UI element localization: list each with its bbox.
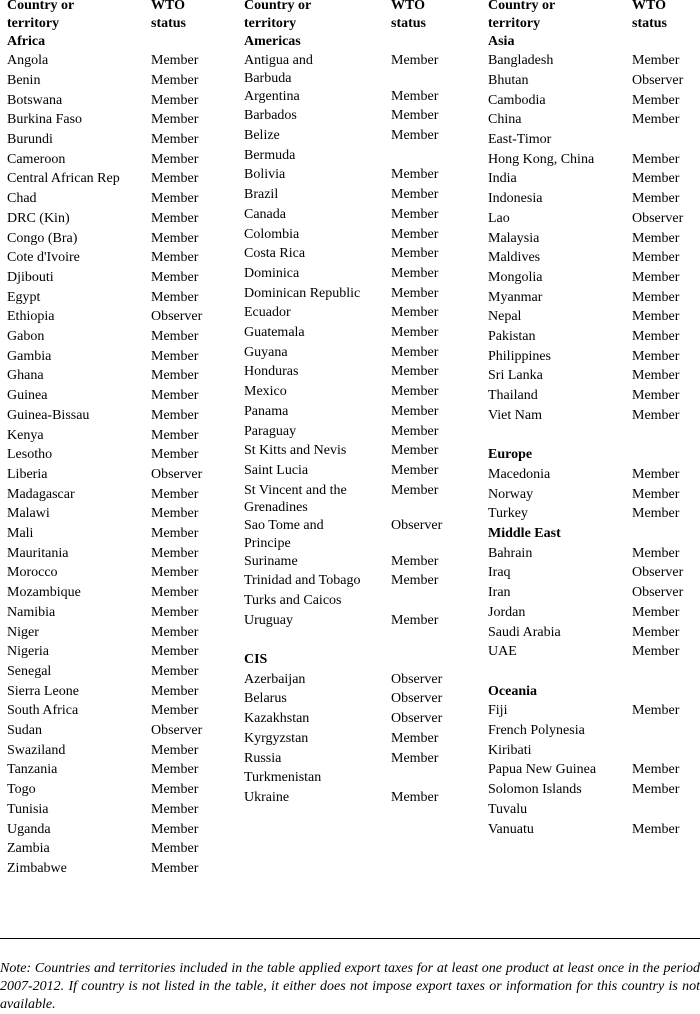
- column-header-country: Country or territory: [7, 0, 75, 31]
- country-name: Sierra Leone: [7, 683, 79, 699]
- wto-status: Member: [151, 841, 199, 857]
- country-name: Djibouti: [7, 269, 54, 285]
- wto-status: Member: [391, 462, 439, 478]
- country-name: Thailand: [488, 388, 538, 404]
- wto-status: Member: [391, 553, 439, 569]
- wto-status: Member: [391, 403, 439, 419]
- country-name: Lao: [488, 210, 510, 226]
- country-name: Zambia: [7, 841, 50, 857]
- wto-status: Member: [632, 171, 680, 187]
- wto-status: Observer: [632, 72, 684, 88]
- country-name: DRC (Kin): [7, 210, 70, 226]
- column-header-country: Country or territory: [488, 0, 556, 31]
- wto-status: Member: [632, 407, 680, 423]
- country-name: Kenya: [7, 427, 44, 443]
- country-name: Sri Lanka: [488, 368, 543, 384]
- wto-status: Member: [391, 108, 439, 124]
- country-name: Ghana: [7, 368, 44, 384]
- wto-status: Member: [151, 860, 199, 876]
- column-header-wto-status: WTO status: [391, 0, 427, 31]
- wto-status: Member: [391, 128, 439, 144]
- wto-status: Member: [391, 443, 439, 459]
- wto-status: Member: [391, 344, 439, 360]
- country-name: Barbados: [244, 108, 297, 124]
- country-name: Belize: [244, 128, 280, 144]
- wto-status: Member: [151, 112, 199, 128]
- country-name: St Vincent and the Grenadines: [244, 482, 347, 516]
- wto-status: Member: [391, 167, 439, 183]
- country-name: Colombia: [244, 226, 300, 242]
- wto-status: Observer: [391, 671, 443, 687]
- wto-status: Member: [391, 285, 439, 301]
- country-name: Sudan: [7, 723, 42, 738]
- wto-status: Member: [151, 250, 199, 266]
- wto-status: Member: [632, 624, 680, 640]
- country-name: Indonesia: [488, 191, 543, 207]
- wto-status: Member: [391, 384, 439, 400]
- wto-status: Member: [632, 348, 680, 364]
- country-name: Costa Rica: [244, 246, 306, 262]
- wto-status: Member: [391, 423, 439, 439]
- wto-status: Member: [632, 112, 680, 128]
- wto-status: Member: [151, 368, 199, 384]
- wto-status: Member: [632, 466, 680, 482]
- country-name: Paraguay: [244, 423, 297, 439]
- wto-status: Member: [391, 246, 439, 262]
- country-name: Fiji: [488, 703, 508, 719]
- country-name: Azerbaijan: [244, 671, 306, 687]
- wto-status: Member: [151, 427, 199, 443]
- country-name: Turkey: [488, 506, 528, 522]
- country-name: Dominica: [244, 265, 300, 281]
- country-name: Lesotho: [7, 447, 53, 463]
- wto-status: Member: [151, 329, 199, 344]
- country-name: Burundi: [7, 132, 53, 147]
- wto-status: Member: [632, 53, 680, 69]
- wto-status: Observer: [391, 711, 443, 727]
- wto-status: Member: [632, 703, 680, 719]
- country-name: Malawi: [7, 506, 50, 522]
- wto-status: Member: [391, 206, 439, 222]
- country-name: Mozambique: [7, 585, 81, 601]
- country-name: Togo: [7, 782, 36, 798]
- wto-status: Member: [632, 329, 680, 344]
- wto-status: Member: [151, 565, 199, 581]
- wto-status: Member: [632, 545, 680, 561]
- wto-status: Member: [151, 348, 199, 364]
- note-divider: [0, 938, 700, 939]
- column-header-country: Country or territory: [244, 0, 312, 31]
- wto-status: Member: [151, 151, 199, 167]
- wto-status: Member: [632, 644, 680, 660]
- wto-status: Member: [391, 305, 439, 321]
- country-name: Maldives: [488, 250, 541, 266]
- country-name: Saint Lucia: [244, 462, 309, 478]
- wto-status: Member: [151, 447, 199, 463]
- wto-status: Member: [151, 230, 199, 246]
- wto-status: Member: [632, 762, 680, 778]
- country-name: Panama: [244, 403, 289, 419]
- wto-status: Member: [391, 226, 439, 242]
- wto-status: Member: [151, 762, 199, 778]
- country-name: India: [488, 171, 517, 187]
- country-name: Jordan: [488, 604, 526, 620]
- region-title: Oceania: [488, 683, 537, 699]
- region-title: Africa: [7, 33, 46, 49]
- country-name: Honduras: [244, 364, 299, 380]
- country-name: Saudi Arabia: [488, 624, 561, 640]
- country-name: Vanuatu: [488, 821, 534, 837]
- country-name: Iran: [488, 585, 511, 601]
- wto-status: Member: [632, 92, 680, 108]
- wto-status: Member: [151, 486, 199, 502]
- wto-status: Member: [632, 821, 680, 837]
- country-name: Bangladesh: [488, 53, 554, 69]
- country-name: Guinea: [7, 388, 48, 404]
- country-name: Mauritania: [7, 545, 69, 561]
- column-header-wto-status: WTO status: [632, 0, 668, 31]
- country-name: Solomon Islands: [488, 782, 582, 798]
- column-header-wto-status: WTO status: [151, 0, 187, 31]
- wto-status: Member: [391, 364, 439, 380]
- country-name: Nepal: [488, 309, 522, 325]
- country-name: Bermuda: [244, 147, 296, 163]
- wto-status: Observer: [151, 309, 203, 325]
- wto-status: Observer: [151, 466, 203, 482]
- country-name: Ecuador: [244, 305, 291, 321]
- country-name: Mexico: [244, 384, 287, 400]
- country-name: Egypt: [7, 289, 41, 305]
- region-title: CIS: [244, 652, 268, 668]
- country-name: Brazil: [244, 187, 279, 203]
- wto-status: Member: [151, 683, 199, 699]
- country-name: Hong Kong, China: [488, 151, 595, 167]
- wto-status: Member: [151, 703, 199, 719]
- wto-status: Member: [632, 604, 680, 620]
- country-name: Nigeria: [7, 644, 49, 660]
- country-name: Liberia: [7, 466, 48, 482]
- wto-status: Member: [151, 407, 199, 423]
- wto-status: Member: [151, 210, 199, 226]
- country-name: Botswana: [7, 92, 63, 108]
- country-name: Cote d'Ivoire: [7, 250, 80, 266]
- country-name: Bolivia: [244, 167, 286, 183]
- wto-status: Observer: [391, 518, 443, 534]
- wto-status: Member: [632, 269, 680, 285]
- country-name: Kiribati: [488, 742, 532, 758]
- country-name: Uruguay: [244, 612, 293, 628]
- wto-status: Member: [151, 742, 199, 758]
- country-name: Niger: [7, 624, 39, 640]
- country-name: Philippines: [488, 348, 552, 364]
- country-name: Macedonia: [488, 466, 551, 482]
- country-name: Russia: [244, 750, 282, 766]
- region-title: Middle East: [488, 526, 561, 541]
- country-name: South Africa: [7, 703, 79, 719]
- wto-status: Member: [151, 72, 199, 88]
- country-name: Ukraine: [244, 789, 290, 805]
- country-name: Dominican Republic: [244, 285, 361, 301]
- country-name: Congo (Bra): [7, 230, 78, 246]
- country-name: Senegal: [7, 663, 52, 679]
- wto-status: Member: [151, 663, 199, 679]
- wto-status: Member: [151, 821, 199, 837]
- country-name: Chad: [7, 191, 37, 207]
- wto-status: Member: [151, 191, 199, 207]
- country-name: Gambia: [7, 348, 52, 364]
- country-name: Ethiopia: [7, 309, 55, 325]
- wto-status: Member: [151, 289, 199, 305]
- country-name: Cambodia: [488, 92, 546, 108]
- wto-status: Member: [151, 545, 199, 561]
- country-name: Guatemala: [244, 325, 305, 341]
- wto-status: Member: [632, 782, 680, 798]
- country-name: Suriname: [244, 553, 298, 569]
- wto-status: Member: [391, 612, 439, 628]
- wto-status: Observer: [151, 723, 203, 738]
- wto-status: Member: [151, 644, 199, 660]
- wto-status: Member: [391, 573, 439, 589]
- wto-status: Member: [151, 53, 199, 69]
- wto-status: Member: [632, 486, 680, 502]
- country-name: Bhutan: [488, 72, 529, 88]
- wto-status: Member: [151, 506, 199, 522]
- wto-status: Member: [391, 750, 439, 766]
- wto-status: Member: [151, 92, 199, 108]
- country-name: Angola: [7, 53, 49, 69]
- country-name: Antigua and Barbuda: [244, 53, 313, 86]
- country-name: East-Timor: [488, 132, 552, 147]
- country-name: Viet Nam: [488, 407, 542, 423]
- wto-status: Member: [391, 187, 439, 203]
- wto-status: Member: [151, 132, 199, 147]
- wto-status: Member: [151, 526, 199, 541]
- region-title: Americas: [244, 33, 301, 49]
- country-name: Madagascar: [7, 486, 75, 502]
- wto-status: Member: [391, 53, 439, 69]
- country-name: Uganda: [7, 821, 51, 837]
- country-name: Turkmenistan: [244, 770, 322, 786]
- wto-status: Member: [391, 730, 439, 746]
- wto-status: Member: [151, 801, 199, 817]
- country-name: UAE: [488, 644, 517, 660]
- country-name: Norway: [488, 486, 534, 502]
- wto-status: Member: [391, 482, 439, 498]
- wto-status: Member: [151, 782, 199, 798]
- wto-status: Member: [151, 388, 199, 404]
- wto-status: Member: [632, 309, 680, 325]
- region-title: Asia: [488, 33, 515, 49]
- wto-status: Member: [632, 250, 680, 266]
- country-name: Argentina: [244, 88, 300, 104]
- country-name: Tuvalu: [488, 801, 528, 817]
- country-name: Guyana: [244, 344, 288, 360]
- country-name: French Polynesia: [488, 723, 585, 738]
- country-name: St Kitts and Nevis: [244, 443, 347, 459]
- wto-status: Member: [391, 789, 439, 805]
- wto-status: Observer: [391, 691, 443, 707]
- country-name: Tunisia: [7, 801, 49, 817]
- country-name: Guinea-Bissau: [7, 407, 90, 423]
- country-name: Kazakhstan: [244, 711, 310, 727]
- country-name: Kyrgyzstan: [244, 730, 309, 746]
- region-title: Europe: [488, 447, 533, 463]
- wto-status: Member: [632, 151, 680, 167]
- country-name: Pakistan: [488, 329, 536, 344]
- country-name: Malaysia: [488, 230, 540, 246]
- country-name: Trinidad and Tobago: [244, 573, 361, 589]
- country-name: Zimbabwe: [7, 860, 67, 876]
- country-name: Cameroon: [7, 151, 66, 167]
- wto-status: Member: [391, 88, 439, 104]
- wto-status: Member: [632, 506, 680, 522]
- country-name: Morocco: [7, 565, 58, 581]
- wto-status: Member: [632, 230, 680, 246]
- wto-status: Member: [632, 368, 680, 384]
- country-name: Canada: [244, 206, 286, 222]
- country-name: Belarus: [244, 691, 287, 707]
- country-name: Iraq: [488, 565, 511, 581]
- wto-status: Member: [151, 171, 199, 187]
- wto-status: Member: [391, 325, 439, 341]
- country-name: Papua New Guinea: [488, 762, 597, 778]
- wto-status: Member: [632, 289, 680, 305]
- country-name: Tanzania: [7, 762, 58, 778]
- wto-status: Observer: [632, 210, 684, 226]
- country-name: Mali: [7, 526, 34, 541]
- country-name: Mongolia: [488, 269, 543, 285]
- wto-status: Member: [151, 269, 199, 285]
- country-name: Bahrain: [488, 545, 533, 561]
- wto-status: Observer: [632, 565, 684, 581]
- country-name: Swaziland: [7, 742, 66, 758]
- wto-status: Observer: [632, 585, 684, 601]
- country-name: Central African Rep: [7, 171, 120, 187]
- table-note: Note: Countries and territories included in the table applied export taxes for at least one product at least once in the period 2007-2012. If country is not listed in the table, it either does not impose export taxes or information for this country is not available.: [0, 961, 700, 1012]
- country-name: Namibia: [7, 604, 56, 620]
- country-name: Sao Tome and Principe: [244, 518, 324, 551]
- wto-status: Member: [632, 388, 680, 404]
- country-name: China: [488, 112, 522, 128]
- country-name: Myanmar: [488, 289, 543, 305]
- country-name: Burkina Faso: [7, 112, 83, 128]
- wto-status: Member: [632, 191, 680, 207]
- country-name: Benin: [7, 72, 41, 88]
- wto-status: Member: [151, 585, 199, 601]
- wto-status: Member: [151, 624, 199, 640]
- wto-status: Member: [391, 265, 439, 281]
- wto-status: Member: [151, 604, 199, 620]
- country-name: Gabon: [7, 329, 45, 344]
- country-name: Turks and Caicos: [244, 592, 342, 608]
